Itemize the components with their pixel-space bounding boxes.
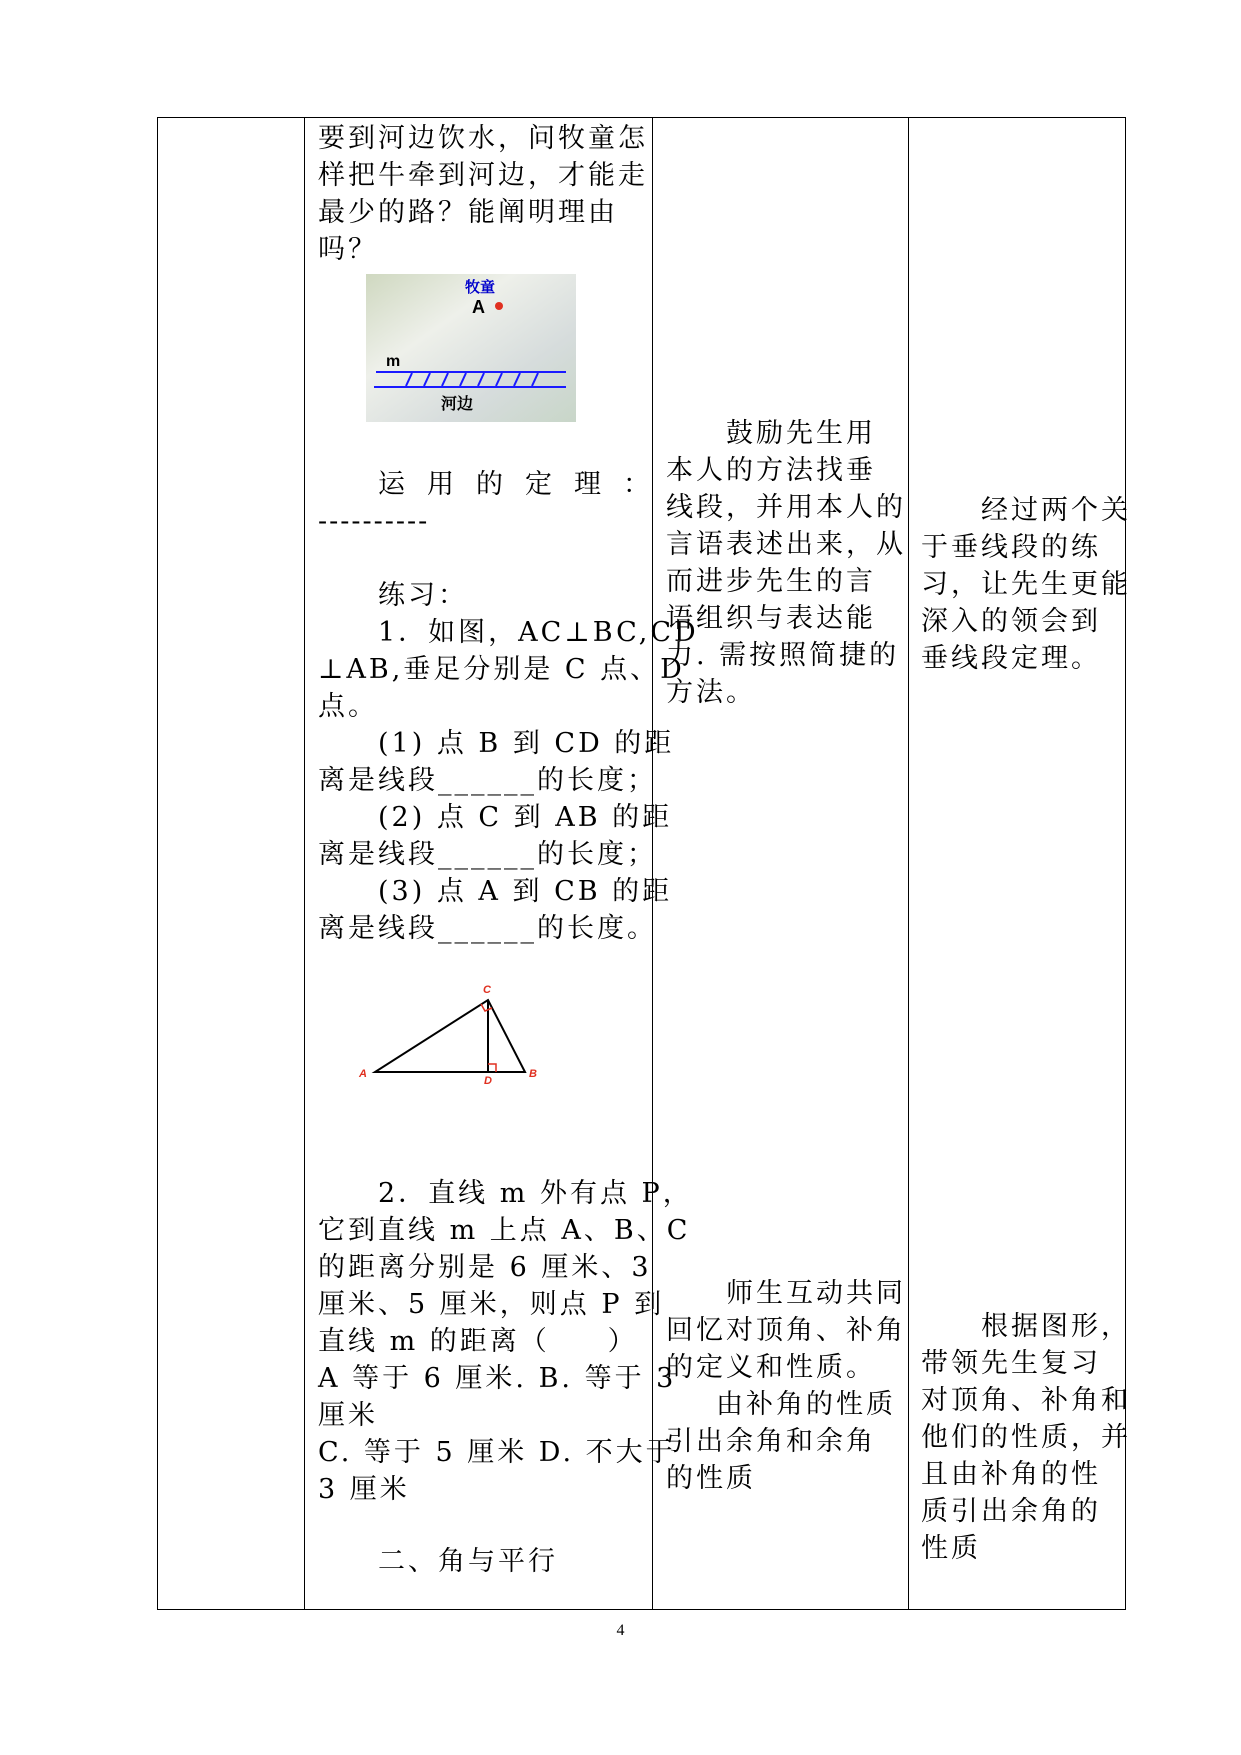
text-line: 对顶角、补角和	[921, 1385, 1131, 1416]
theorem-label: 运用的定理：	[378, 469, 672, 500]
triangle-figure	[355, 980, 585, 1087]
question-2-option: 厘米	[318, 1400, 378, 1431]
text-line: 质引出余角的	[921, 1496, 1101, 1527]
question-1-item: (2) 点 C 到 AB 的距	[378, 802, 673, 833]
question-2-option: 3 厘米	[318, 1474, 410, 1505]
question-2-option: A 等于 6 厘米. B. 等于 3	[318, 1363, 677, 1394]
question-1-item: 离是线段______的长度。	[318, 913, 657, 944]
teacher-activity-1	[666, 415, 904, 711]
label-river: 河边	[441, 396, 474, 413]
text-line: 引出余角和余角	[666, 1426, 876, 1457]
text-line: 而进步先生的言	[666, 566, 876, 597]
text-line: 性质	[921, 1533, 981, 1564]
question-1-item: 离是线段______的长度；	[318, 765, 657, 796]
label-c: C	[483, 984, 491, 996]
text-line: 带领先生复习	[921, 1348, 1101, 1379]
text-line: 垂线段定理。	[921, 643, 1101, 674]
design-intent-1	[921, 492, 1131, 677]
practice-heading: 练习：	[378, 580, 468, 611]
text-line: 且由补角的性	[921, 1459, 1101, 1490]
text-line: 鼓励先生用	[726, 418, 876, 449]
text-line: 要到河边饮水，问牧童怎	[318, 123, 648, 154]
text-line: 经过两个关	[981, 495, 1131, 526]
label-line-m: m	[386, 353, 401, 370]
question-1-item: (3) 点 A 到 CB 的距	[378, 876, 673, 907]
teacher-activity-2	[666, 1275, 904, 1497]
text-line: 回忆对顶角、补角	[666, 1315, 906, 1346]
question-1-line: 点。	[318, 691, 378, 722]
text-line: 样把牛牵到河边，才能走	[318, 160, 648, 191]
content-column	[318, 120, 648, 268]
triangle-abc	[375, 1000, 525, 1072]
label-boy: 牧童	[465, 279, 496, 296]
point-a-dot	[495, 302, 503, 310]
question-1-item: (1) 点 B 到 CD 的距	[378, 728, 675, 759]
question-2-line: 2．直线 m 外有点 P，	[378, 1178, 693, 1209]
text-line: 师生互动共同	[726, 1278, 906, 1309]
text-line: 他们的性质，并	[921, 1422, 1131, 1453]
design-intent-2	[921, 1308, 1131, 1567]
section-heading-block	[318, 1543, 648, 1580]
theorem-block	[318, 466, 672, 540]
right-angle-d	[488, 1064, 496, 1072]
practice-block	[318, 577, 699, 947]
text-line: 由补角的性质	[716, 1389, 896, 1420]
question-1-line: 1．如图，AC⊥BC,CD	[378, 617, 699, 648]
text-line: 深入的领会到	[921, 606, 1101, 637]
question-1-item: 离是线段______的长度；	[318, 839, 657, 870]
question-2-line: 的距离分别是 6 厘米、3	[318, 1252, 652, 1283]
label-b: B	[529, 1068, 537, 1080]
question-1-line: ⊥AB,垂足分别是 C 点、D	[318, 654, 685, 685]
text-line: 方法。	[666, 677, 756, 708]
column-divider-3	[908, 117, 909, 1610]
question-2-option: C. 等于 5 厘米 D. 不大于	[318, 1437, 676, 1468]
text-line: 力. 需按照简捷的	[666, 640, 900, 671]
river-figure	[366, 274, 576, 422]
text-line: 语组织与表达能	[666, 603, 876, 634]
text-line: 吗？	[318, 234, 378, 265]
label-point-a: A	[472, 297, 485, 317]
section-heading: 二、角与平行	[378, 1546, 558, 1577]
text-line: 习，让先生更能	[921, 569, 1131, 600]
text-line: 根据图形，	[981, 1311, 1131, 1342]
text-line: 线段，并用本人的	[666, 492, 906, 523]
text-line: 最少的路？能阐明理由	[318, 197, 618, 228]
column-divider-1	[304, 117, 305, 1610]
question-2-line: 厘米、5 厘米，则点 P 到	[318, 1289, 665, 1320]
question-2-line: 直线 m 的距离（ ）	[318, 1326, 638, 1357]
text-line: 言语表述出来，从	[666, 529, 906, 560]
label-d: D	[484, 1075, 492, 1087]
text-line: 的定义和性质。	[666, 1352, 876, 1383]
question-2-block	[318, 1175, 693, 1508]
theorem-blank: ----------	[318, 506, 430, 537]
label-a: A	[359, 1068, 367, 1080]
page-number: 4	[616, 1622, 625, 1639]
text-line: 的性质	[666, 1463, 756, 1494]
text-line: 本人的方法找垂	[666, 455, 876, 486]
question-2-line: 它到直线 m 上点 A、B、C	[318, 1215, 691, 1246]
text-line: 于垂线段的练	[921, 532, 1101, 563]
